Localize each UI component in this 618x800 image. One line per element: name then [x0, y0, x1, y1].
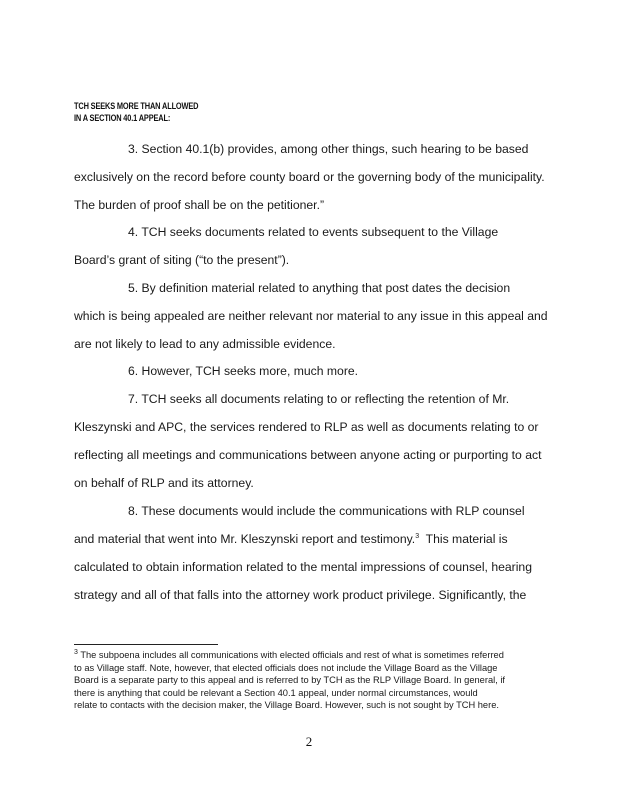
footnote-line: there is anything that could be relevant a Section 40.1 appeal, under normal circumstances, would	[74, 687, 478, 698]
paragraph-line: Board’s grant of siting (“to the present”).	[74, 253, 290, 267]
footnote-line: to as Village staff. Note, however, that elected officials does not include the Village Board as the Village	[74, 662, 498, 673]
footnote-separator	[74, 644, 218, 645]
paragraph-line: strategy and all of that falls into the attorney work product privilege. Significantly, the	[74, 588, 527, 602]
section-heading-line-2: IN A SECTION 40.1 APPEAL:	[74, 113, 171, 124]
paragraph-line-with-footnote	[74, 532, 508, 546]
page-number: 2	[305, 734, 313, 749]
paragraph-line: calculated to obtain information related to the mental impressions of counsel, hearing	[74, 560, 532, 574]
paragraph-line: reflecting all meetings and communications between anyone acting or purporting to act	[74, 448, 542, 462]
paragraph-line: are not likely to lead to any admissible evidence.	[74, 337, 336, 351]
footnote	[74, 649, 550, 712]
paragraph-line: on behalf of RLP and its attorney.	[74, 476, 254, 490]
paragraph-line: exclusively on the record before county board or the governing body of the municipality.	[74, 170, 545, 184]
paragraph-line: 6. However, TCH seeks more, much more.	[128, 364, 359, 378]
footnote-reference[interactable]: 3	[415, 532, 420, 540]
paragraph-line: 3. Section 40.1(b) provides, among other things, such hearing to be based	[128, 142, 529, 156]
paragraph-line: 7. TCH seeks all documents relating to or reflecting the retention of Mr.	[128, 392, 510, 406]
paragraph-line-continuation: This material is	[419, 532, 508, 546]
footnote-text: The subpoena includes all communications with elected officials and rest of what is sometimes referred	[77, 650, 504, 660]
paragraph-line: Kleszynski and APC, the services rendered to RLP as well as documents relating to or	[74, 420, 539, 434]
footnote-line: Board is a separate party to this appeal and is referred to by TCH as the RLP Village Board. In general, if	[74, 675, 506, 686]
paragraph-line: which is being appealed are neither relevant nor material to any issue in this appeal and	[74, 309, 548, 323]
section-heading	[74, 101, 198, 125]
paragraph-line: and material that went into Mr. Kleszynski report and testimony.	[74, 532, 416, 546]
paragraph-line: The burden of proof shall be on the petitioner.”	[74, 198, 325, 212]
paragraph-line: 4. TCH seeks documents related to events subsequent to the Village	[128, 225, 499, 239]
paragraph-line: 5. By definition material related to anything that post dates the decision	[128, 281, 511, 295]
footnote-marker: 3	[74, 648, 78, 656]
paragraph-line: 8. These documents would include the communications with RLP counsel	[128, 504, 525, 518]
footnote-line: relate to contacts with the decision maker, the Village Board. However, such is not sought by TCH here.	[74, 700, 499, 711]
footnote-line	[74, 649, 550, 662]
section-heading-line-1: TCH SEEKS MORE THAN ALLOWED	[74, 101, 199, 112]
